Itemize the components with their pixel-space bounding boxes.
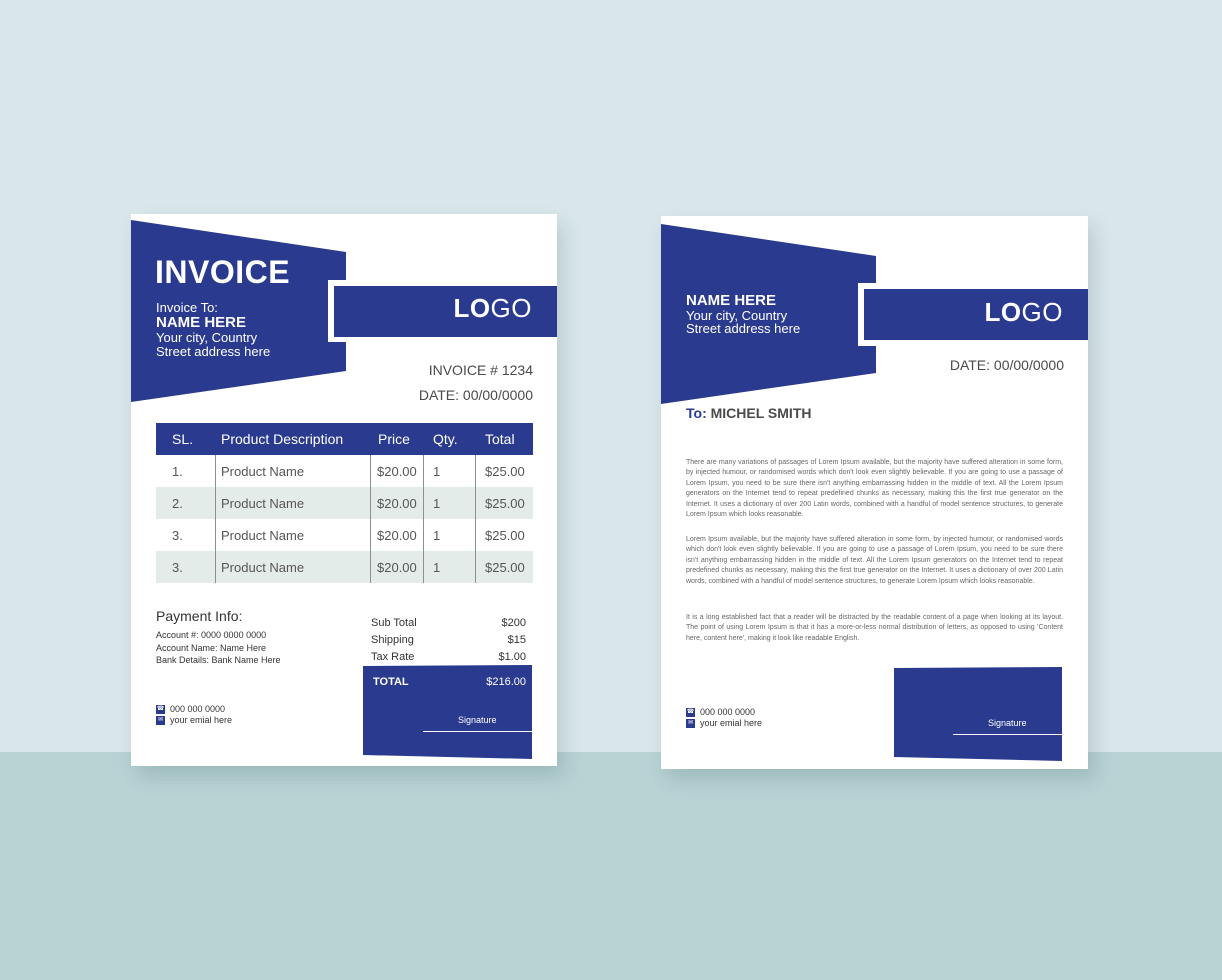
row-total: $25.00 [485,464,525,479]
logo-bold-part: LO [453,293,491,323]
sender-name: NAME HERE [686,292,777,309]
client-city: Your city, Country [156,330,258,345]
invoice-table [156,423,533,583]
row-price: $20.00 [377,464,417,479]
phone-icon: ☎ [156,706,165,712]
row-sl: 1. [172,464,183,479]
column-divider [370,455,371,583]
phone-number: 000 000 0000 [700,707,756,717]
logo [984,297,1063,328]
sender-city: Your city, Country [686,308,788,323]
row-sl: 3. [172,560,183,575]
row-qty: 1 [433,496,441,511]
logo-light-part: GO [1021,297,1063,327]
total-label: TOTAL [373,676,409,688]
body-paragraph-3: It is a long established fact that a reader will be distracted by the readable content of a page when looking at its layout. The point of using Lorem Ipsum is that it has a more-or-less normal distribution of letters, as opposed to using 'Content here, content here', making it look like readable English. [686,614,1063,642]
signature-label: Signature [988,718,1027,728]
tax-rate-label: Tax Rate [371,651,415,663]
row-total: $25.00 [485,560,525,575]
email-icon: ✉ [157,717,164,723]
logo [453,293,532,324]
letterhead-sheet [661,216,1088,769]
letter-date: DATE: 00/00/0000 [949,357,1064,373]
row-description: Product Name [221,528,305,543]
row-description: Product Name [221,560,305,575]
col-description: Product Description [221,431,344,447]
logo-light-part: GO [490,293,532,323]
shipping-label: Shipping [371,634,414,646]
column-divider [423,455,424,583]
row-sl: 2. [172,496,183,511]
payment-account-name: Account Name: Name Here [156,643,267,653]
row-total: $25.00 [485,528,525,543]
floor-background [0,752,1222,980]
total-value: $216.00 [486,676,526,688]
invoice-title: INVOICE [155,254,291,290]
row-price: $20.00 [377,528,417,543]
recipient-line [686,405,811,421]
payment-account-number: Account #: 0000 0000 0000 [156,630,267,640]
signature-label: Signature [458,715,497,725]
row-description: Product Name [221,464,305,479]
row-description: Product Name [221,496,305,511]
col-sl: SL. [172,431,194,447]
table-row [156,519,533,551]
row-qty: 1 [433,528,441,543]
col-price: Price [378,431,410,447]
row-qty: 1 [433,464,441,479]
shipping-value: $15 [507,634,526,646]
payment-info-heading: Payment Info: [156,608,243,624]
signature-line [953,734,1062,735]
invoice-to-label: Invoice To: [156,300,218,315]
invoice-sheet [131,214,557,766]
body-paragraph-1: There are many variations of passages of Lorem Ipsum available, but the majority have suffered alteration in some form, by injected humour, or randomised words which don't look even slightly believable. If you are going to use a passage of Lorem Ipsum, you need to be sure there isn't anything embarrassing hidden in the middle of text. All the Lorem Ipsum generators on the Internet tend to repeat predefined chunks as necessary, making this the first true generator on the Internet. It uses a dictionary of over 200 Latin words, combined with a handful of model sentence structures, to generate Lorem Ipsum which looks reasonable. [686,459,1063,519]
email-address: your emial here [700,718,763,728]
invoice-date: DATE: 00/00/0000 [418,387,533,403]
row-price: $20.00 [377,496,417,511]
subtotal-label: Sub Total [371,617,417,629]
table-header [156,423,533,455]
recipient-label: To: [686,405,707,421]
payment-bank-details: Bank Details: Bank Name Here [156,655,281,665]
invoice-number: INVOICE # 1234 [428,362,533,378]
client-street: Street address here [156,344,271,359]
email-icon: ✉ [687,720,694,726]
recipient-name: MICHEL SMITH [710,405,812,421]
signature-box [894,667,1062,761]
column-divider [475,455,476,583]
phone-number: 000 000 0000 [170,704,226,714]
tax-rate-value: $1.00 [498,651,526,663]
table-row [156,455,533,487]
row-total: $25.00 [485,496,525,511]
row-qty: 1 [433,560,441,575]
body-paragraph-2: Lorem Ipsum available, but the majority have suffered alteration in some form, by injected humour, or randomised words which don't look even slightly believable. If you are going to use a passage of Lorem Ipsum, you need to be sure there isn't anything embarrassing hidden in the middle of text. All the Lorem Ipsum generators on the Internet tend to repeat predefined chunks as necessary, making this the first true generator on the Internet. It uses a dictionary of over 200 Latin words, combined with a handful of model sentence structures, to generate Lorem Ipsum which looks reasonable. [686,536,1063,585]
col-total: Total [485,431,515,447]
row-sl: 3. [172,528,183,543]
row-price: $20.00 [377,560,417,575]
column-divider [215,455,216,583]
phone-icon: ☎ [686,709,695,715]
email-address: your emial here [170,715,233,725]
sender-street: Street address here [686,321,801,336]
logo-bold-part: LO [984,297,1022,327]
table-row [156,487,533,519]
signature-line [423,731,532,732]
table-row [156,551,533,583]
subtotal-value: $200 [501,617,526,629]
client-name: NAME HERE [156,314,247,331]
col-qty: Qty. [433,431,458,447]
